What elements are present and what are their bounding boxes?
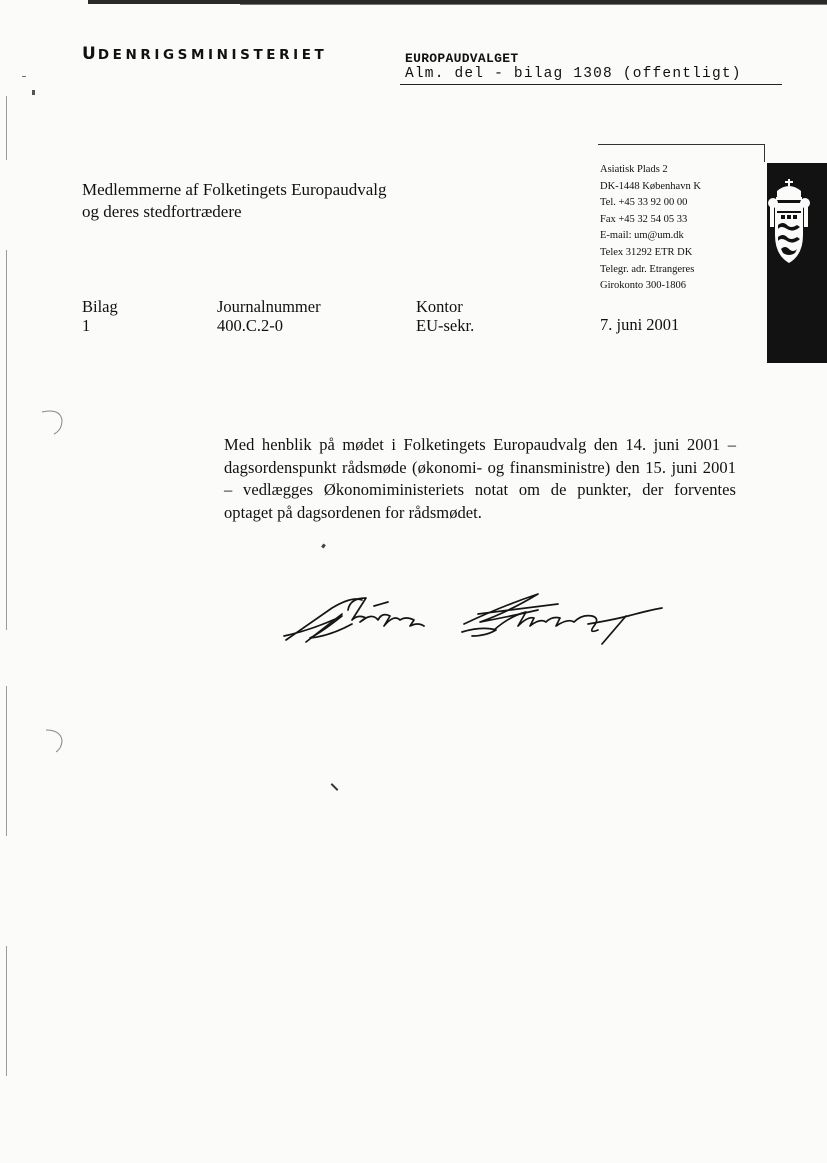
- scan-margin-line: [6, 250, 7, 630]
- address-line: Fax +45 32 54 05 33: [600, 213, 688, 225]
- bilag-label: Bilag: [82, 297, 118, 316]
- punch-hole-mark: [44, 726, 68, 754]
- scan-speck: [331, 783, 339, 791]
- signature-icon: [282, 586, 672, 656]
- address-rule: [598, 144, 764, 145]
- letter-date: 7. juni 2001: [600, 315, 680, 334]
- ministry-name-rest: DENRIGSMINISTERIET: [97, 47, 328, 63]
- punch-hole-mark: [40, 406, 66, 436]
- recipient-block: [82, 179, 387, 223]
- address-line: E-mail: um@um.dk: [600, 230, 684, 242]
- scan-margin-line: [6, 946, 7, 1076]
- address-line: Telegr. adr. Etrangeres: [600, 263, 695, 275]
- reference-stamp: Alm. del - bilag 1308 (offentligt): [405, 66, 742, 82]
- bilag-value: 1: [82, 316, 91, 335]
- reference-underline: [400, 84, 782, 85]
- office-label: Kontor: [416, 297, 463, 316]
- address-line: DK-1448 København K: [600, 180, 701, 192]
- handwritten-signature: [282, 586, 672, 661]
- coat-of-arms-icon: [767, 163, 827, 363]
- recipient-line: Medlemmerne af Folketingets Europaudvalg: [82, 180, 387, 199]
- journal-label: Journalnummer: [217, 297, 321, 316]
- address-rule-corner: [764, 144, 765, 162]
- scan-speck: [22, 76, 26, 77]
- scan-margin-line: [6, 96, 7, 160]
- address-block: [600, 162, 701, 295]
- emblem-band: [767, 163, 827, 363]
- recipient-line: og deres stedfortrædere: [82, 202, 242, 221]
- address-line: Telex 31292 ETR DK: [600, 246, 693, 258]
- scan-speck: [321, 544, 326, 549]
- scan-margin-line: [6, 686, 7, 836]
- address-line: Tel. +45 33 92 00 00: [600, 197, 688, 209]
- journal-value: 400.C.2-0: [217, 316, 283, 335]
- committee-stamp: EUROPAUDVALGET: [405, 51, 519, 66]
- office-value: EU-sekr.: [416, 316, 475, 335]
- scan-speck: [32, 90, 35, 95]
- ministry-name-initial: U: [82, 44, 98, 64]
- top-scan-edge-shadow: [240, 4, 827, 5]
- address-line: Asiatisk Plads 2: [600, 164, 668, 175]
- body-paragraph: Med henblik på mødet i Folketingets Europaudvalg den 14. juni 2001 – dagsordenspunkt rådsmøde (økonomi- og finansministre) den 15. juni 2001 – vedlægges Økonomiministeriets notat om de punkter, der forventes optaget på dagsordenen for rådsmødet.: [224, 435, 736, 522]
- ministry-name: [82, 44, 327, 64]
- address-line: Girokonto 300-1806: [600, 280, 687, 292]
